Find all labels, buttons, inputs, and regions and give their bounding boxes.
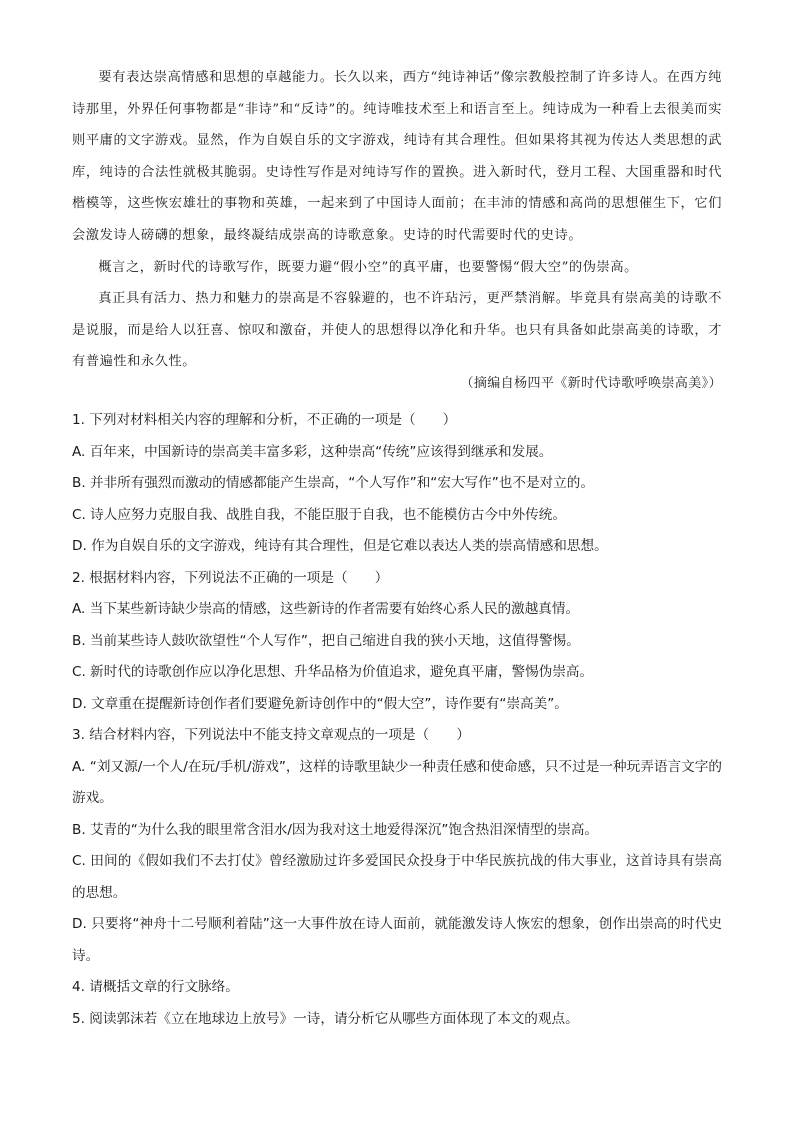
question-5-stem: 5. 阅读郭沫若《立在地球边上放号》一诗，请分析它从哪些方面体现了本文的观点。	[72, 1010, 579, 1027]
question-1-option-d: D. 作为自娱自乐的文字游戏，纯诗有其合理性，但是它难以表达人类的崇高情感和思想。	[72, 538, 608, 554]
question-3-option-a: A. “刘又源/一个人/在玩/手机/游戏”，这样的诗歌里缺少一种责任感和使命感，只不过是一种玩弄语言文字的游戏。	[72, 758, 722, 806]
question-3-stem: 3. 结合材料内容，下列说法中不能支持文章观点的一项是（ ）	[72, 727, 470, 743]
question-list	[72, 405, 722, 1035]
question-3-option-b: B. 艾青的“为什么我的眼里常含泪水/因为我对这土地爱得深沉”饱含热泪深情型的崇高。	[72, 821, 599, 838]
question-2-option-d: D. 文章重在提醒新诗创作者们要避免新诗创作中的“假大空”，诗作要有“崇高美”。	[72, 695, 568, 712]
question-1-stem: 1. 下列对材料相关内容的理解和分析，不正确的一项是（ ）	[72, 412, 457, 428]
question-2-option-c: C. 新时代的诗歌创作应以净化思想、升华品格为价值追求，避免真平庸，警惕伪崇高。	[72, 664, 594, 680]
passage-paragraph-2: 概言之，新时代的诗歌写作，既要力避“假小空”的真平庸，也要警惕“假大空”的伪崇高。	[98, 259, 638, 275]
passage-source: （摘编自杨四平《新时代诗歌呼唤崇高美》）	[460, 376, 722, 391]
reading-passage	[72, 62, 722, 378]
question-2-option-a: A. 当下某些新诗缺少崇高的情感，这些新诗的作者需要有始终心系人民的激越真情。	[72, 601, 580, 617]
passage-paragraph-1: 要有表达崇高情感和思想的卓越能力。长久以来，西方“纯诗神话”像宗教般控制了许多诗人。在西方纯诗那里，外界任何事物都是“非诗”和“反诗”的。纯诗唯技术至上和语言至上。纯诗成为一种看上去很美而实则平庸的文字游戏。显然，作为自娱自乐的文字游戏，纯诗有其合理性。但如果将其视为传达人类思想的武库，纯诗的合法性就极其脆弱。史诗性写作是对纯诗写作的置换。进入新时代，登月工程、大国重器和时代楷模等，这些恢宏雄壮的事物和英雄，一起来到了中国诗人面前；在丰沛的情感和高尚的思想催生下，它们会激发诗人磅礴的想象，最终凝结成崇高的诗歌意象。史诗的时代需要时代的史诗。	[72, 70, 722, 243]
question-3-option-d: D. 只要将“神舟十二号顺利着陆”这一大事件放在诗人面前，就能激发诗人恢宏的想象，创作出崇高的时代史诗。	[72, 916, 722, 964]
question-1-option-c: C. 诗人应努力克服自我、战胜自我，不能臣服于自我，也不能模仿古今中外传统。	[72, 506, 566, 523]
question-1-option-a: A. 百年来，中国新诗的崇高美丰富多彩，这种崇高“传统”应该得到继承和发展。	[72, 443, 553, 460]
question-1-option-b: B. 并非所有强烈而激动的情感都能产生崇高，“个人写作”和“宏大写作”也不是对立的。	[72, 475, 594, 491]
passage-paragraph-3: 真正具有活力、热力和魅力的崇高是不容躲避的，也不许玷污，更严禁消解。毕竟具有崇高美的诗歌不是说服，而是给人以狂喜、惊叹和激奋，并使人的思想得以净化和升华。也只有具备如此崇高美的诗歌，才有普遍性和永久性。	[72, 291, 722, 370]
question-4-stem: 4. 请概括文章的行文脉络。	[72, 979, 239, 995]
question-2-stem: 2. 根据材料内容，下列说法不正确的一项是（ ）	[72, 569, 389, 586]
question-3-option-c: C. 田间的《假如我们不去打仗》曾经激励过许多爱国民众投身于中华民族抗战的伟大事业，这首诗具有崇高的思想。	[72, 853, 722, 901]
question-2-option-b: B. 当前某些诗人鼓吹欲望性“个人写作”，把自己缩进自我的狭小天地，这值得警惕。	[72, 632, 580, 649]
